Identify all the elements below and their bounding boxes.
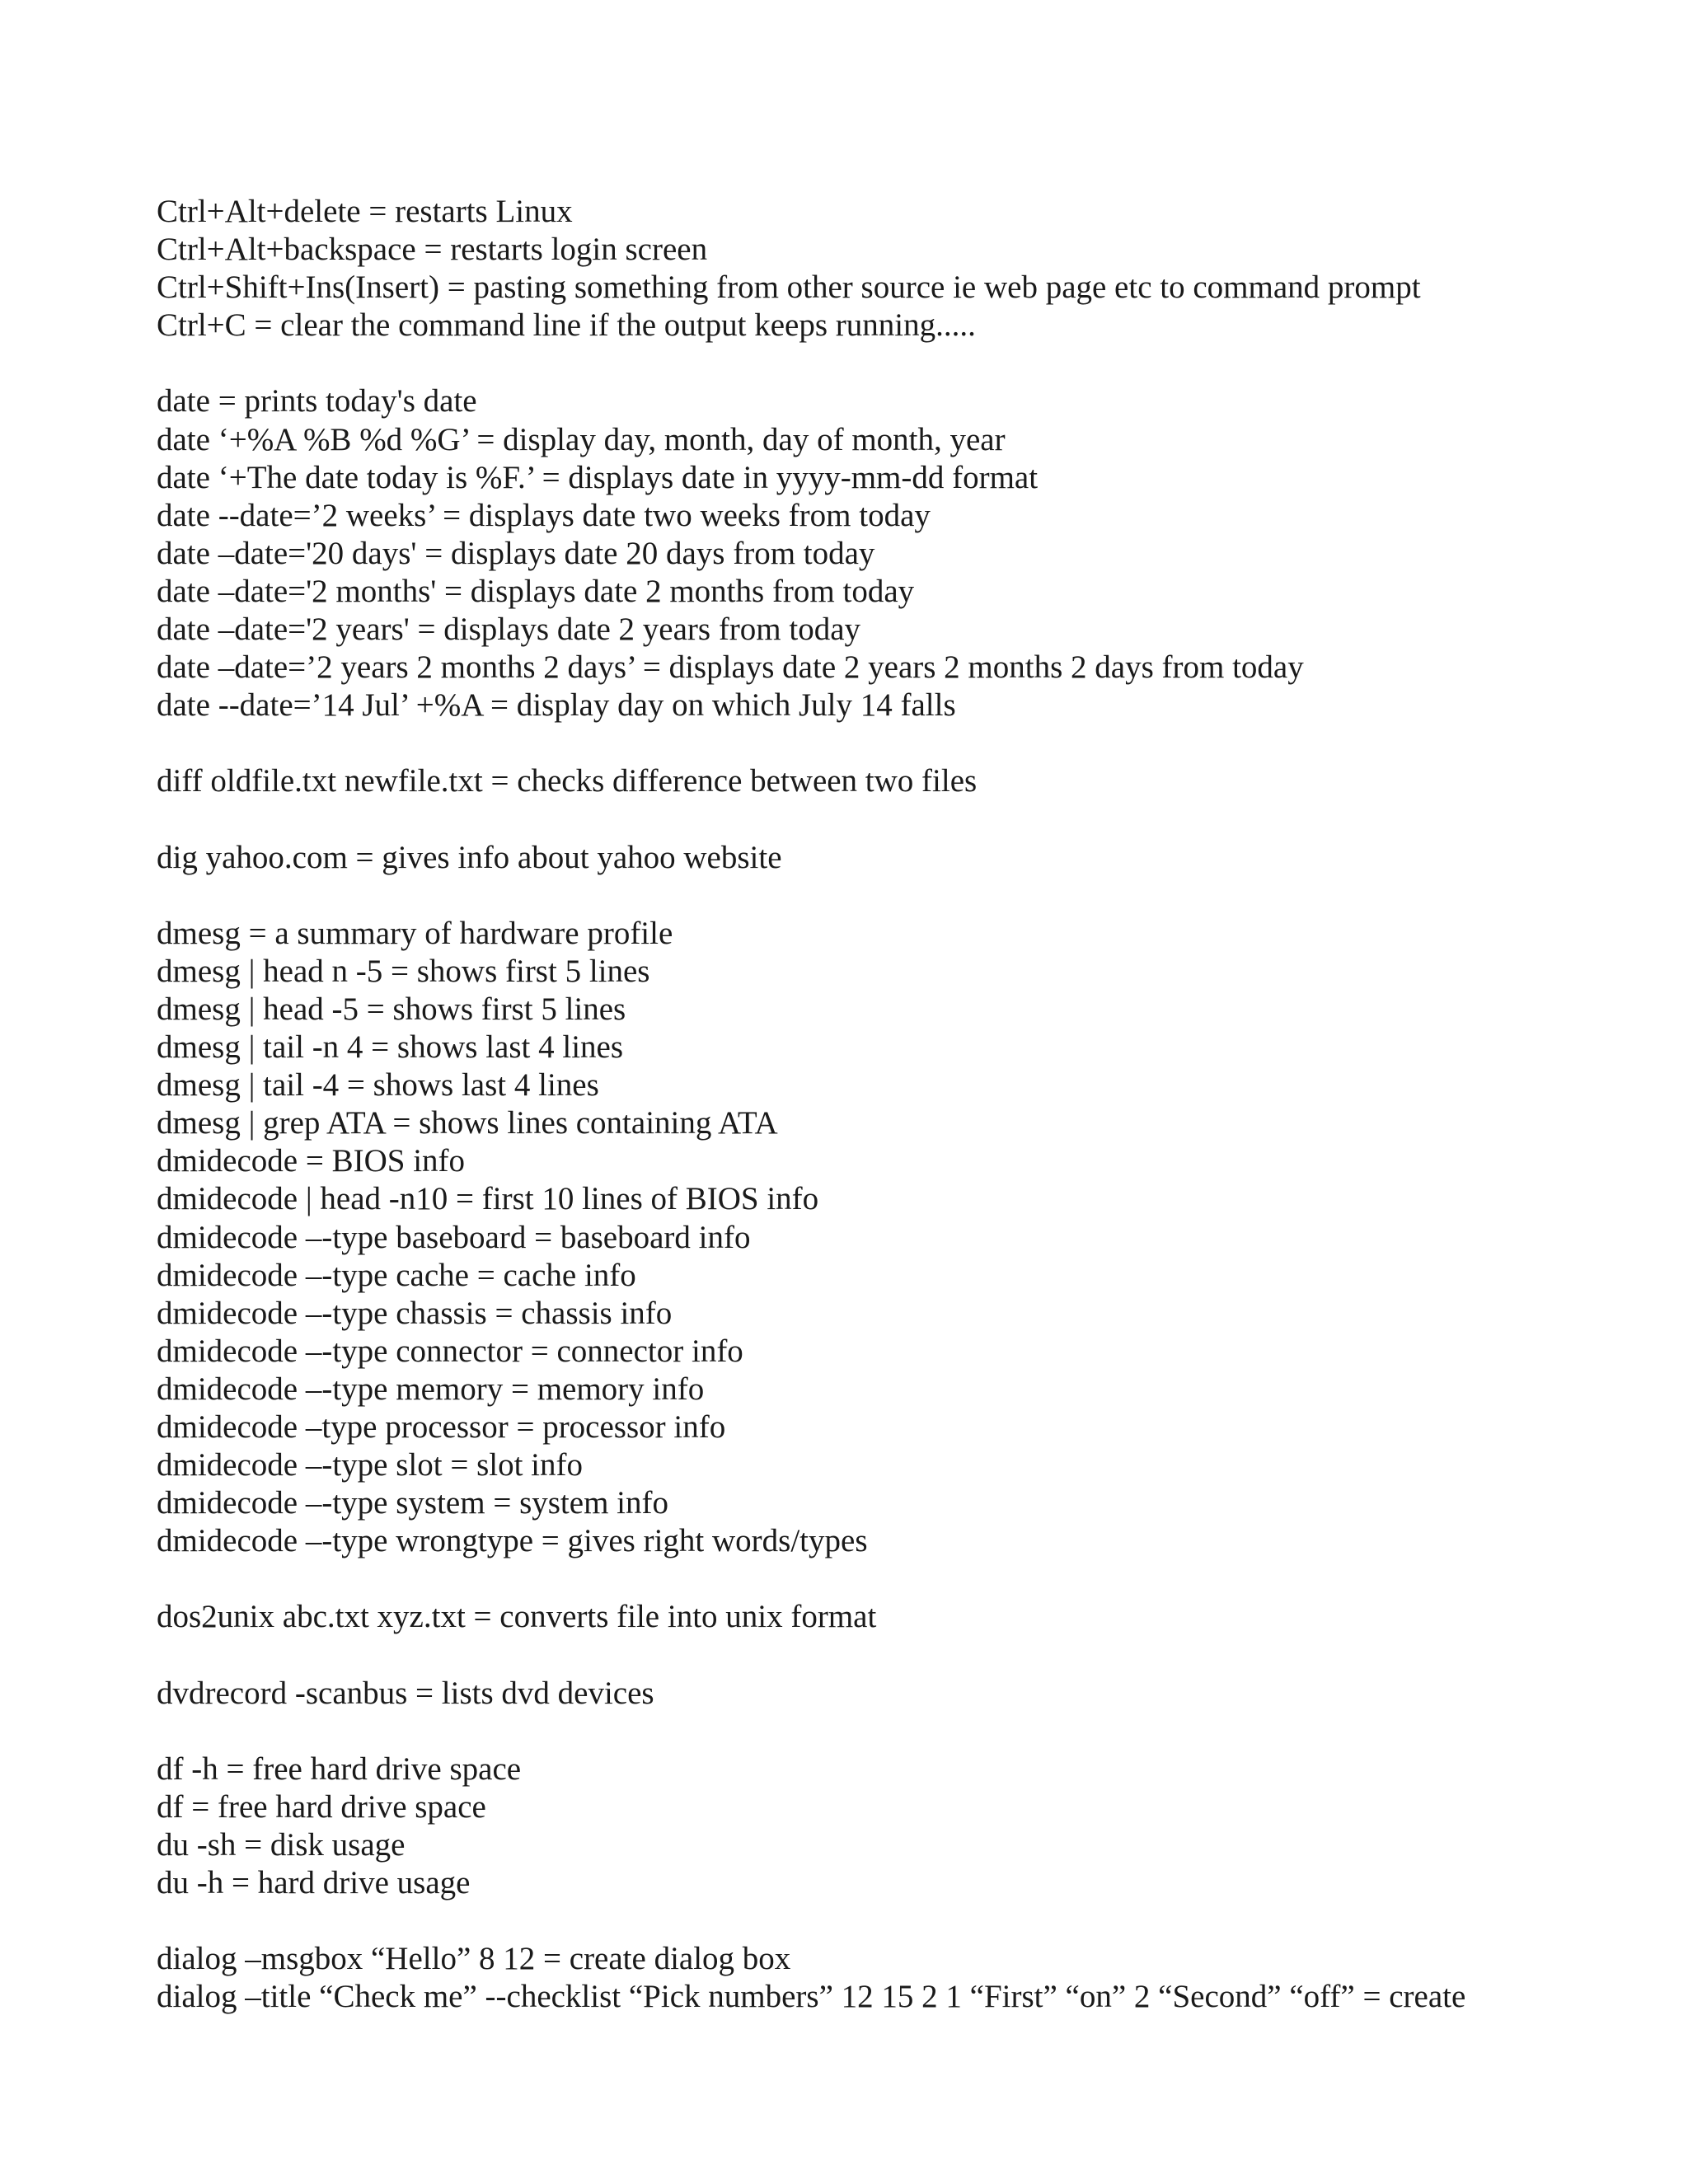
paragraph-block bbox=[157, 762, 1665, 800]
text-line: df = free hard drive space bbox=[157, 1788, 486, 1825]
document-body bbox=[157, 193, 1665, 2017]
text-line: dmesg | grep ATA = shows lines containing ATA bbox=[157, 1105, 778, 1141]
text-line: dialog –title “Check me” --checklist “Pick numbers” 12 15 2 1 “First” “on” 2 “Second” “off” = create bbox=[157, 1979, 1466, 2015]
text-line: df -h = free hard drive space bbox=[157, 1750, 522, 1787]
paragraph-block bbox=[157, 1750, 1665, 1902]
text-line: date –date='2 months' = displays date 2 months from today bbox=[157, 573, 915, 609]
paragraph-block bbox=[157, 382, 1665, 724]
text-line: diff oldfile.txt newfile.txt = checks difference between two files bbox=[157, 763, 978, 799]
text-line: date ‘+%A %B %d %G’ = display day, month, day of month, year bbox=[157, 421, 1006, 457]
text-line: dmesg = a summary of hardware profile bbox=[157, 915, 673, 951]
text-line: date –date='20 days' = displays date 20 days from today bbox=[157, 535, 875, 571]
text-line: date –date=’2 years 2 months 2 days’ = displays date 2 years 2 months 2 days from today bbox=[157, 649, 1304, 686]
text-line: Ctrl+C = clear the command line if the output keeps running..... bbox=[157, 307, 976, 344]
text-line: dig yahoo.com = gives info about yahoo website bbox=[157, 839, 782, 875]
text-line: date --date=’14 Jul’ +%A = display day on which July 14 falls bbox=[157, 687, 956, 724]
text-line: dmesg | head -5 = shows first 5 lines bbox=[157, 991, 626, 1027]
paragraph-block bbox=[157, 839, 1665, 877]
text-line: dmesg | tail -4 = shows last 4 lines bbox=[157, 1067, 599, 1104]
paragraph-block bbox=[157, 915, 1665, 1561]
text-line: dmidecode –-type baseboard = baseboard info bbox=[157, 1219, 751, 1255]
text-line: date --date=’2 weeks’ = displays date two weeks from today bbox=[157, 497, 931, 533]
text-line: Ctrl+Shift+Ins(Insert) = pasting something from other source ie web page etc to command prompt bbox=[157, 269, 1421, 306]
paragraph-block bbox=[157, 1940, 1665, 2016]
text-line: dmidecode –-type chassis = chassis info bbox=[157, 1295, 673, 1331]
text-line: Ctrl+Alt+backspace = restarts login screen bbox=[157, 232, 708, 268]
text-line: dmidecode –-type connector = connector info bbox=[157, 1333, 743, 1369]
text-line: dmesg | head n -5 = shows first 5 lines bbox=[157, 953, 650, 989]
text-line: dos2unix abc.txt xyz.txt = converts file into unix format bbox=[157, 1599, 877, 1635]
paragraph-block bbox=[157, 193, 1665, 344]
text-line: dmidecode –-type system = system info bbox=[157, 1485, 668, 1521]
text-line: dmidecode –-type wrongtype = gives right words/types bbox=[157, 1523, 868, 1559]
text-line: du -h = hard drive usage bbox=[157, 1865, 471, 1901]
text-line: dvdrecord -scanbus = lists dvd devices bbox=[157, 1675, 654, 1711]
text-line: dmidecode –-type memory = memory info bbox=[157, 1371, 705, 1407]
text-line: date = prints today's date bbox=[157, 383, 477, 419]
text-line: dialog –msgbox “Hello” 8 12 = create dialog box bbox=[157, 1941, 791, 1977]
text-line: du -sh = disk usage bbox=[157, 1827, 406, 1863]
paragraph-block bbox=[157, 1598, 1665, 1636]
text-line: dmidecode = BIOS info bbox=[157, 1143, 466, 1179]
text-line: Ctrl+Alt+delete = restarts Linux bbox=[157, 194, 573, 229]
text-line: dmidecode –type processor = processor info bbox=[157, 1409, 726, 1445]
text-line: date –date='2 years' = displays date 2 years from today bbox=[157, 612, 861, 648]
paragraph-block bbox=[157, 1675, 1665, 1713]
text-line: date ‘+The date today is %F.’ = displays date in yyyy-mm-dd format bbox=[157, 459, 1039, 495]
text-line: dmidecode | head -n10 = first 10 lines of BIOS info bbox=[157, 1181, 819, 1217]
text-line: dmidecode –-type cache = cache info bbox=[157, 1257, 636, 1293]
text-line: dmesg | tail -n 4 = shows last 4 lines bbox=[157, 1029, 624, 1066]
text-line: dmidecode –-type slot = slot info bbox=[157, 1447, 583, 1483]
